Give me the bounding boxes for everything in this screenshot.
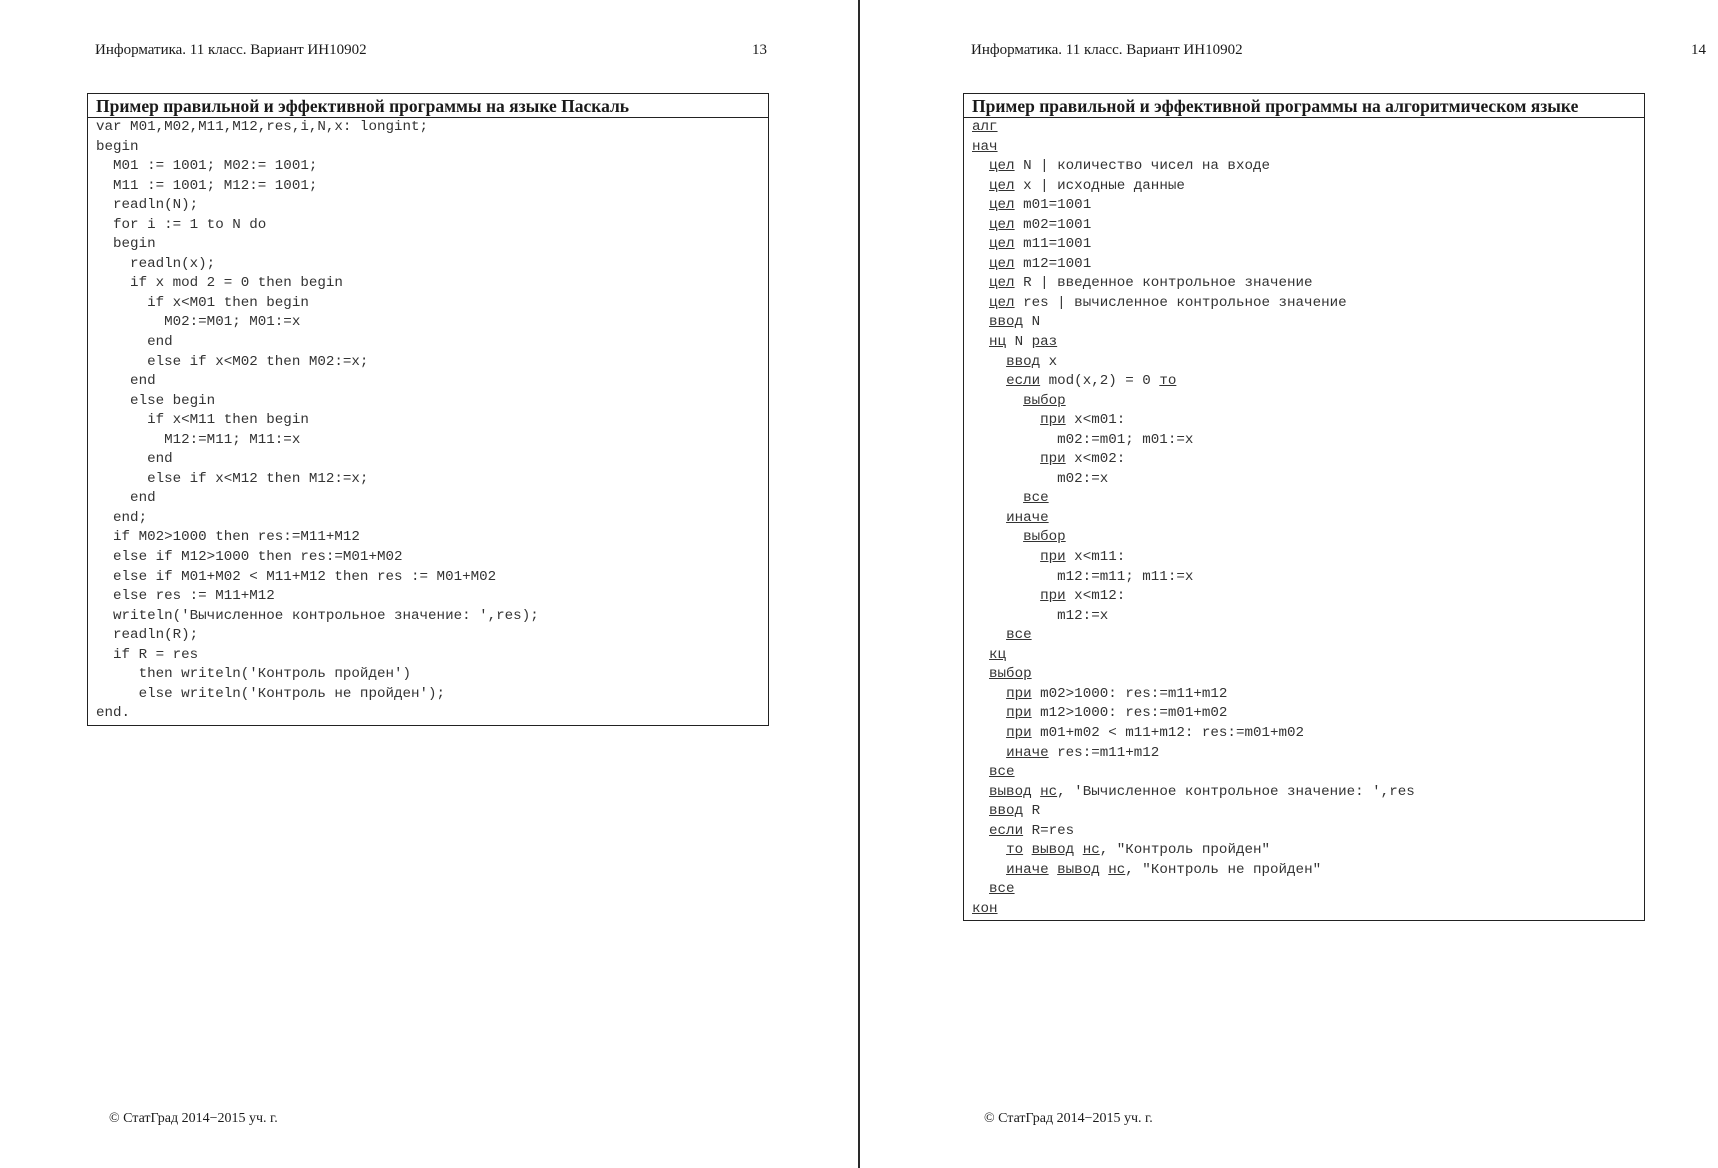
code-line: for i := 1 to N do [96, 216, 267, 233]
code-line: if x mod 2 = 0 then begin [96, 275, 343, 292]
code-keyword: все [1023, 490, 1049, 507]
code-line: then writeln('Контроль пройден') [96, 666, 412, 683]
code-text [972, 314, 989, 330]
code-text [972, 784, 989, 800]
code-keyword: ввод [989, 803, 1024, 820]
code-line: readln(x); [96, 255, 216, 272]
code-line [972, 196, 1644, 216]
code-line [972, 470, 1644, 490]
code-text [972, 803, 989, 819]
code-text [972, 588, 1040, 604]
code-line: if M02>1000 then res:=M11+M12 [96, 529, 360, 546]
pascal-code-listing [88, 118, 768, 725]
code-keyword: выбор [1023, 392, 1066, 409]
code-text [972, 373, 1006, 389]
code-text [972, 823, 989, 839]
code-text: m02:=x [972, 470, 1109, 487]
code-text [972, 686, 1006, 702]
code-line [972, 255, 1644, 275]
code-text [972, 451, 1040, 467]
code-keyword: если [1006, 373, 1041, 390]
code-line [972, 489, 1644, 509]
code-keyword: при [1006, 705, 1032, 722]
code-line: if R = res [96, 646, 199, 663]
code-line [972, 353, 1644, 373]
code-text [972, 529, 1023, 545]
code-line [972, 157, 1644, 177]
code-line [972, 431, 1644, 451]
code-line: M12:=M11; M11:=x [96, 431, 301, 448]
code-text [972, 745, 1006, 761]
code-line [972, 763, 1644, 783]
code-keyword: алг [972, 119, 998, 135]
code-line: begin [96, 236, 156, 253]
code-text [972, 647, 989, 663]
code-keyword: цел [989, 197, 1015, 214]
code-text [972, 158, 989, 174]
algorithmic-code-listing [964, 118, 1644, 920]
page-header: Информатика. 11 класс. Вариант ИН10902 [971, 42, 1243, 58]
code-line: else begin [96, 392, 216, 409]
code-line: writeln('Вычисленное контрольное значение: ',res); [96, 607, 539, 624]
code-text: , "Контроль пройден" [1099, 842, 1271, 859]
code-line: end [96, 490, 156, 507]
code-text [972, 295, 989, 311]
code-keyword: при [1006, 685, 1032, 702]
code-line: end [96, 373, 156, 390]
code-keyword: вывод [1057, 861, 1100, 878]
code-line [972, 626, 1644, 646]
code-keyword: нц [989, 334, 1007, 351]
code-text [1074, 842, 1083, 858]
code-line [972, 880, 1644, 900]
code-text [972, 334, 989, 350]
page-13 [0, 0, 858, 1168]
code-text [972, 197, 989, 213]
code-line [972, 861, 1644, 881]
code-line: M11 := 1001; M12:= 1001; [96, 177, 318, 194]
code-text [972, 705, 1006, 721]
code-line [972, 177, 1644, 197]
code-keyword: раз [1031, 334, 1058, 351]
code-text [972, 275, 989, 291]
code-keyword: цел [989, 177, 1015, 194]
code-text [1100, 862, 1109, 878]
code-keyword: цел [989, 294, 1015, 311]
code-keyword: все [989, 764, 1015, 781]
pascal-program-title: Пример правильной и эффективной программы на языке Паскаль [88, 94, 768, 118]
code-keyword: все [989, 881, 1015, 898]
code-line: end; [96, 509, 148, 526]
page-footer: © СтатГрад 2014−2015 уч. г. [109, 1111, 278, 1126]
code-keyword: ввод [1006, 353, 1041, 370]
code-text: R | введенное контрольное значение [1014, 275, 1313, 292]
code-text [1023, 842, 1032, 858]
code-keyword: иначе [1006, 861, 1049, 878]
code-line [972, 333, 1644, 353]
code-text [1049, 862, 1058, 878]
code-text [972, 725, 1006, 741]
code-line [972, 607, 1644, 627]
code-text [972, 256, 989, 272]
code-line [972, 274, 1644, 294]
code-text: res | вычисленное контрольное значение [1014, 294, 1347, 311]
code-line: M02:=M01; M01:=x [96, 314, 301, 331]
code-text: m02>1000: res:=m11+m12 [1031, 685, 1228, 702]
code-line: else if x<M12 then M12:=x; [96, 470, 369, 487]
code-text [972, 666, 989, 682]
code-text: N [1006, 334, 1032, 351]
code-text: m01=1001 [1014, 197, 1092, 214]
code-text [972, 354, 1006, 370]
code-line [972, 372, 1644, 392]
code-text: m12:=x [972, 607, 1109, 624]
code-text: R [1023, 803, 1041, 820]
page-header: Информатика. 11 класс. Вариант ИН10902 [95, 42, 367, 58]
code-keyword: при [1040, 549, 1066, 566]
code-line [972, 685, 1644, 705]
algorithmic-program-box [963, 93, 1645, 921]
code-keyword: вывод [989, 783, 1032, 800]
code-keyword: цел [989, 216, 1015, 233]
code-line [972, 294, 1644, 314]
page-number: 14 [1691, 42, 1706, 58]
code-line [972, 568, 1644, 588]
code-line [972, 235, 1644, 255]
code-line [972, 216, 1644, 236]
code-keyword: нач [972, 138, 998, 155]
code-text: m02:=m01; m01:=x [972, 431, 1194, 448]
code-keyword: нс [1082, 842, 1100, 859]
code-line [972, 528, 1644, 548]
algorithmic-program-title: Пример правильной и эффективной программы на алгоритмическом языке [964, 94, 1644, 118]
code-keyword: иначе [1006, 744, 1049, 761]
code-keyword: то [1159, 373, 1177, 390]
code-line: else if M01+M02 < M11+M12 then res := M01+M02 [96, 568, 497, 585]
code-line [972, 313, 1644, 333]
code-keyword: кон [972, 900, 998, 917]
code-keyword: все [1006, 627, 1032, 644]
code-keyword: иначе [1006, 509, 1049, 526]
code-text: x<m02: [1065, 451, 1126, 468]
page-number: 13 [752, 42, 767, 58]
code-line [972, 665, 1644, 685]
code-keyword: нс [1108, 861, 1126, 878]
code-text: , 'Вычисленное контрольное значение: ',res [1057, 783, 1415, 800]
code-line: end. [96, 705, 131, 722]
code-line [972, 587, 1644, 607]
code-line: if x<M01 then begin [96, 294, 309, 311]
code-text [972, 236, 989, 252]
code-line: begin [96, 138, 139, 155]
code-line [972, 118, 1644, 138]
code-keyword: при [1040, 451, 1066, 468]
code-line: end [96, 334, 173, 351]
code-keyword: цел [989, 158, 1015, 175]
code-text: m02=1001 [1014, 216, 1092, 233]
code-text [972, 764, 989, 780]
code-keyword: ввод [989, 314, 1024, 331]
page-14 [860, 0, 1718, 1168]
code-line: readln(N); [96, 197, 199, 214]
code-line [972, 450, 1644, 470]
code-line: else res := M11+M12 [96, 588, 275, 605]
code-keyword: выбор [989, 666, 1032, 683]
code-keyword: при [1040, 588, 1066, 605]
code-keyword: при [1006, 724, 1032, 741]
code-text [972, 217, 989, 233]
code-text: m12:=m11; m11:=x [972, 568, 1194, 585]
code-line [972, 841, 1644, 861]
code-line: else if x<M02 then M02:=x; [96, 353, 369, 370]
code-line [972, 822, 1644, 842]
code-text: res:=m11+m12 [1048, 744, 1160, 761]
page-footer: © СтатГрад 2014−2015 уч. г. [984, 1111, 1153, 1126]
code-line [972, 802, 1644, 822]
code-text [972, 881, 989, 897]
code-line [972, 138, 1644, 158]
code-keyword: кц [989, 646, 1007, 663]
code-line: var M01,M02,M11,M12,res,i,N,x: longint; [96, 119, 429, 135]
code-text [972, 490, 1023, 506]
code-line: else if M12>1000 then res:=M01+M02 [96, 549, 403, 566]
code-line [972, 783, 1644, 803]
code-text: N [1023, 314, 1041, 331]
code-line [972, 509, 1644, 529]
code-line [972, 392, 1644, 412]
code-keyword: цел [989, 236, 1015, 253]
code-text: N | количество чисел на входе [1014, 158, 1270, 175]
code-text [972, 862, 1006, 878]
code-text: m11=1001 [1014, 236, 1092, 253]
code-line [972, 704, 1644, 724]
code-keyword: вывод [1031, 842, 1075, 859]
code-line [972, 411, 1644, 431]
code-text: x<m01: [1065, 412, 1126, 429]
code-line: readln(R); [96, 627, 199, 644]
code-text: x | исходные данные [1014, 177, 1185, 194]
code-text [972, 842, 1006, 858]
code-keyword: если [989, 822, 1024, 839]
code-keyword: цел [989, 275, 1015, 292]
code-line [972, 744, 1644, 764]
pascal-program-box [87, 93, 769, 726]
code-keyword: нс [1040, 783, 1058, 800]
code-text: m01+m02 < m11+m12: res:=m01+m02 [1031, 724, 1305, 741]
code-text: x [1040, 353, 1058, 370]
code-text: m12>1000: res:=m01+m02 [1031, 705, 1228, 722]
code-text [972, 549, 1040, 565]
code-text: , "Контроль не пройден" [1125, 861, 1322, 878]
code-keyword: выбор [1023, 529, 1066, 546]
code-line: M01 := 1001; M02:= 1001; [96, 158, 318, 175]
code-line [972, 724, 1644, 744]
code-text: x<m12: [1065, 588, 1126, 605]
code-text [972, 510, 1006, 526]
code-text [972, 627, 1006, 643]
code-text [972, 393, 1023, 409]
code-line [972, 548, 1644, 568]
code-line: else writeln('Контроль не пройден'); [96, 685, 446, 702]
code-keyword: цел [989, 255, 1015, 272]
code-text: m12=1001 [1014, 255, 1092, 272]
code-text [972, 412, 1040, 428]
code-text: x<m11: [1065, 549, 1126, 566]
code-line: if x<M11 then begin [96, 412, 309, 429]
code-text: mod(x,2) = 0 [1040, 373, 1160, 390]
code-line [972, 900, 1644, 920]
code-line: end [96, 451, 173, 468]
code-text [972, 178, 989, 194]
code-text [1032, 784, 1041, 800]
code-keyword: при [1040, 412, 1066, 429]
code-keyword: то [1006, 842, 1024, 859]
code-text: R=res [1023, 822, 1075, 839]
code-line [972, 646, 1644, 666]
